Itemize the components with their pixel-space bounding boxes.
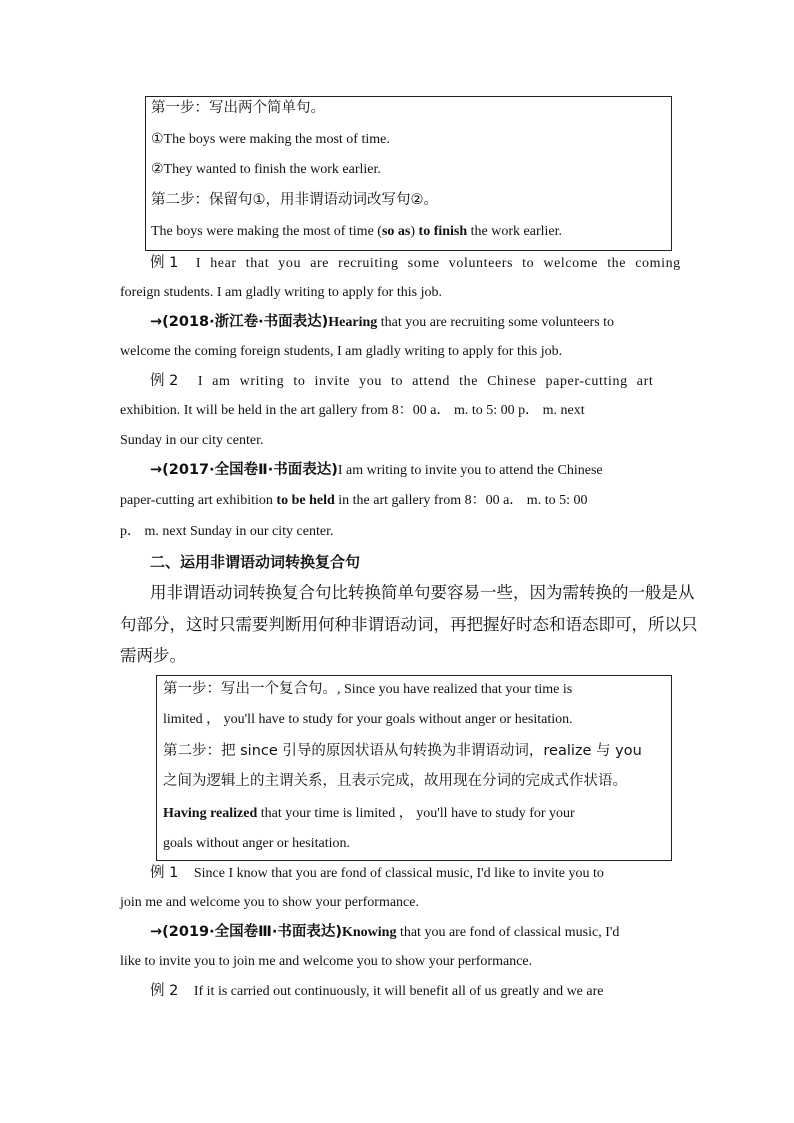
section-heading: 二、运用非谓语动词转换复合句 <box>150 553 361 571</box>
example-label: 例 2 <box>150 373 179 389</box>
example2-line1: 例 2 I am writing to invite you to attend the Chinese paper-cutting art <box>150 373 654 389</box>
box2-step2-line2: 之间为逻辑上的主谓关系，且表示完成，故用现在分词的完成式作状语。 <box>163 773 627 789</box>
steps-box-complex-sentence <box>156 675 672 861</box>
example3-arrow-line1: →(2019·全国卷Ⅲ·书面表达)Knowing that you are fond of classical music, I'd <box>150 924 620 940</box>
example2-arrow-line3: p． m. next Sunday in our city center. <box>120 524 334 539</box>
section-para-line2: 句部分，这时只需要判断用何种非谓语动词，再把握好时态和语态即可，所以只 <box>120 615 698 634</box>
source-citation: →(2017·全国卷Ⅱ·书面表达) <box>150 462 338 478</box>
box1-step1: 第一步：写出两个简单句。 <box>151 100 325 116</box>
example3-line1: 例 1 Since I know that you are fond of classical music, I'd like to invite you to <box>150 865 604 881</box>
example-label: 例 1 <box>150 255 179 271</box>
box1-so-as: so as <box>381 224 411 239</box>
example1-arrow-line1: →(2018·浙江卷·书面表达)Hearing that you are recruiting some volunteers to <box>150 314 615 330</box>
box2-line2: limited ， you'll have to study for your goals without anger or hesitation. <box>163 712 573 727</box>
example1-arrow-line2: welcome the coming foreign students, I am gladly writing to apply for this job. <box>120 344 563 359</box>
example3-line2: join me and welcome you to show your performance. <box>120 895 419 910</box>
box1-step2: 第二步：保留句①，用非谓语动词改写句②。 <box>151 192 438 208</box>
source-citation: →(2018·浙江卷·书面表达) <box>150 314 329 330</box>
nonfinite-verb: Hearing <box>328 315 378 330</box>
box1-result: The boys were making the most of time (so as) to finish the work earlier. <box>151 224 563 239</box>
example2-arrow-line1: →(2017·全国卷Ⅱ·书面表达)I am writing to invite you to attend the Chinese <box>150 462 603 478</box>
example4-line1: 例 2 If it is carried out continuously, it will benefit all of us greatly and we are <box>150 983 604 999</box>
section-para-line1: 用非谓语动词转换复合句比转换简单句要容易一些，因为需转换的一般是从 <box>150 583 695 602</box>
box2-result-line2: goals without anger or hesitation. <box>163 836 351 851</box>
nonfinite-verb: Knowing <box>341 925 397 940</box>
example1-line1: 例 1 I hear that you are recruiting some volunteers to welcome the coming <box>150 255 681 271</box>
example3-arrow-line2: like to invite you to join me and welcome you to show your performance. <box>120 954 533 969</box>
box2-result-line1: Having realized that your time is limited ， you'll have to study for your <box>163 806 575 821</box>
nonfinite-verb: Having realized <box>163 806 258 821</box>
example2-arrow-line2: paper-cutting art exhibition to be held in the art gallery from 8：00 a． m. to 5: 00 <box>120 493 588 508</box>
nonfinite-verb: to be held <box>276 493 335 508</box>
example1-line2: foreign students. I am gladly writing to apply for this job. <box>120 285 442 300</box>
source-citation: →(2019·全国卷Ⅲ·书面表达) <box>150 924 342 940</box>
example2-line2: exhibition. It will be held in the art gallery from 8：00 a． m. to 5: 00 p． m. next <box>120 403 585 418</box>
box1-sentence2: ②They wanted to finish the work earlier. <box>151 162 381 177</box>
section-para-line3: 需两步。 <box>120 646 186 665</box>
box2-step2-line1: 第二步：把 since 引导的原因状语从句转换为非谓语动词，realize 与 you <box>163 743 642 759</box>
example-label: 例 1 <box>150 865 179 881</box>
box1-sentence1: ①The boys were making the most of time. <box>151 132 390 147</box>
box2-step1: 第一步：写出一个复合句。, Since you have realized that your time is <box>163 681 573 697</box>
example2-line3: Sunday in our city center. <box>120 433 264 448</box>
box1-to-finish: to finish <box>418 224 468 239</box>
example-label: 例 2 <box>150 983 179 999</box>
